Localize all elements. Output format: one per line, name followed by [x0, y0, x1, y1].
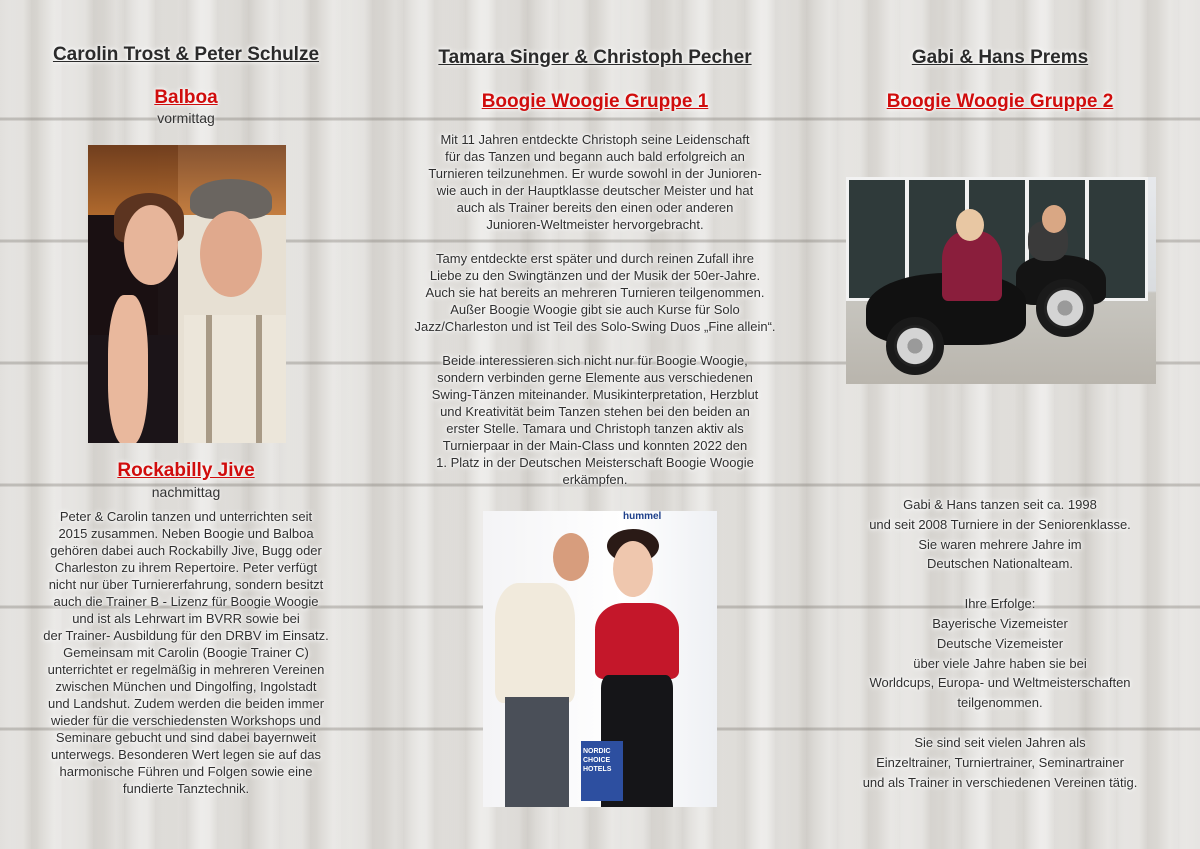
style-time: vormittag	[157, 110, 215, 126]
photo-carolin-peter	[88, 145, 286, 443]
style-time-afternoon: nachmittag	[151, 484, 221, 500]
column-carolin-peter-lower	[30, 460, 342, 797]
paragraph-trainers: Sie sind seit vielen Jahren als Einzeltrainer, Turniertrainer, Seminartrainer und als Trainer in verschiedenen Vereinen tätig.	[862, 734, 1138, 790]
nordic-choice-logo: NORDIC CHOICE HOTELS	[583, 748, 612, 773]
photo-tamara-christoph	[483, 511, 717, 807]
couple-names: Gabi & Hans Prems	[911, 47, 1089, 68]
paragraph-both: Beide interessieren sich nicht nur für Boogie Woogie, sondern verbinden gerne Elemente aus verschiedenen Swing-Tänzen miteinander. Musikinterpretation, Herzblut und Kreativität beim Tanzen stehen bei den beiden an erster Stelle. Tamara und Christoph tanzen aktiv als Turnierpaar in der Main-Class und konnten 2022 den 1. Platz in der Deutschen Meisterschaft Boogie Woogie erkämpfen.	[431, 353, 759, 487]
paragraph-intro: Gabi & Hans tanzen seit ca. 1998 und seit 2008 Turniere in der Seniorenklasse. Sie waren mehrere Jahre im Deutschen Nationalteam.	[869, 497, 1131, 572]
description-carolin-peter: Peter & Carolin tanzen und unterrichten seit 2015 zusammen. Neben Boogie und Balboa gehören dabei auch Rockabilly Jive, Bugg oder Charleston zu ihrem Repertoire. Peter verfügt nicht nur über Turniererfahrung, sondern besitzt auch die Trainer B - Lizenz für Boogie Woogie und ist als Lehrwart im BVRR sowie bei der Trainer- Ausbildung für den DRBV im Einsatz. Gemeinsam mit Carolin (Boogie Trainer C) unterrichtet er regelmäßig in mehreren Vereinen zwischen München und Dingolfing, Ingolstadt und Landshut. Zudem werden die beiden immer wieder für die verschiedensten Workshops und Seminare gebucht und sind dabei bayernweit unterwegs. Besonderen Wert legen sie auf das harmonische Führen und Folgen sowie eine fundierte Tanztechnik.	[43, 509, 329, 796]
column-gabi-hans	[845, 0, 1155, 113]
style-title-balboa: Balboa	[154, 87, 218, 108]
paragraph-successes: Ihre Erfolge: Bayerische Vizemeister Deutsche Vizemeister über viele Jahre haben sie bei Worldcups, Europa- und Weltmeisterschaften teilgenommen.	[869, 596, 1131, 711]
style-title-rockabilly: Rockabilly Jive	[117, 460, 255, 481]
paragraph-tamara: Tamy entdeckte erst später und durch reinen Zufall ihre Liebe zu den Swingtänzen und der Musik der 50er-Jahre. Auch sie hat bereits an mehreren Turnieren teilgenommen. Außer Boogie Woogie gibt sie auch Kurse für Solo Jazz/Charleston und ist Teil des Solo-Swing Duos „Fine allein“.	[414, 251, 776, 334]
photo-gabi-hans	[846, 177, 1156, 384]
column-tamara-christoph	[400, 0, 790, 488]
paragraph-christoph: Mit 11 Jahren entdeckte Christoph seine Leidenschaft für das Tanzen und begann auch bald erfolgreich an Turnieren teilzunehmen. Er wurde sowohl in der Junioren- wie auch in der Hauptklasse deutscher Meister und hat auch als Trainer bereits den einen oder anderen Junioren-Weltmeister hervorgebracht.	[428, 132, 762, 232]
column-gabi-hans-text	[845, 495, 1155, 792]
hummel-logo: hummel	[623, 511, 662, 522]
style-title-boogie-1: Boogie Woogie Gruppe 1	[481, 91, 709, 112]
column-carolin-peter	[30, 0, 342, 126]
couple-names: Tamara Singer & Christoph Pecher	[438, 47, 752, 68]
style-title-boogie-2: Boogie Woogie Gruppe 2	[886, 91, 1114, 112]
couple-names: Carolin Trost & Peter Schulze	[52, 44, 320, 65]
